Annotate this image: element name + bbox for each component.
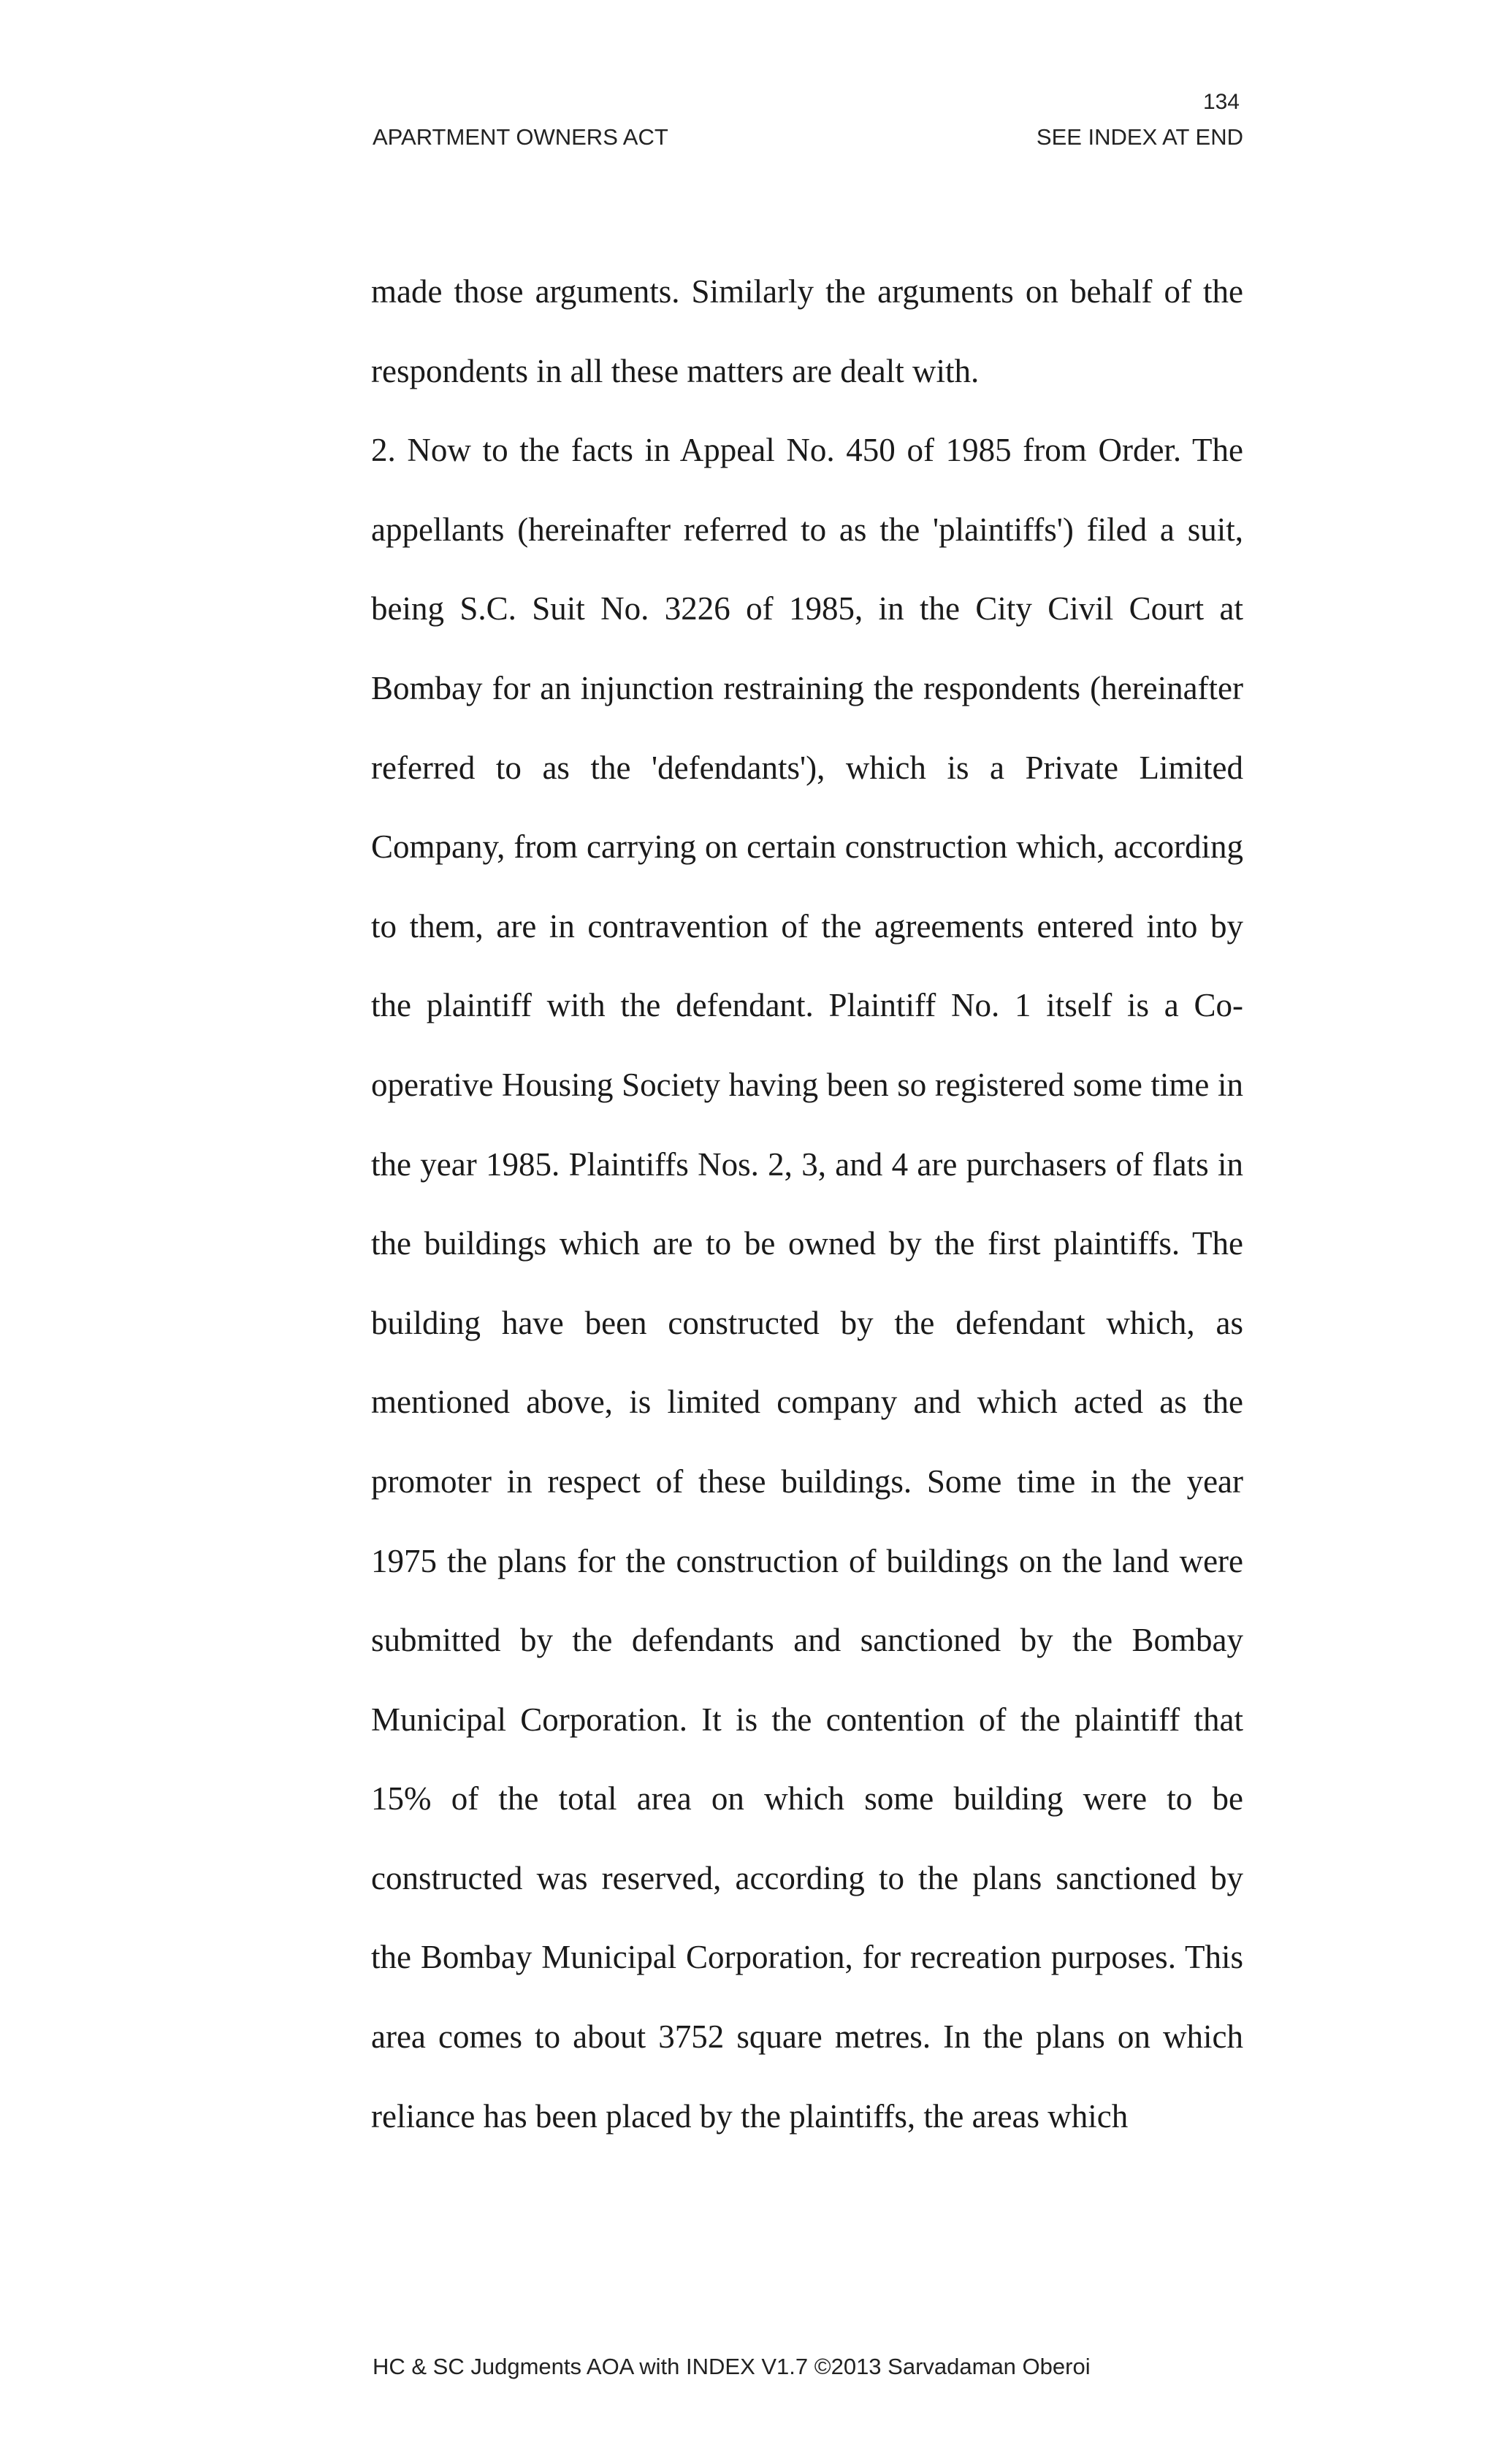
- header-title: APARTMENT OWNERS ACT: [373, 124, 668, 150]
- paragraph: made those arguments. Similarly the arguments on behalf of the respondents in all these matters are dealt with.: [371, 273, 1243, 389]
- paragraph: 2. Now to the facts in Appeal No. 450 of 1985 from Order. The appellants (hereinafter referred to as the 'plaintiffs') filed a suit, being S.C. Suit No. 3226 of 1985, in the City Civil Court at Bombay for an injunction restraining the respondents (hereinafter referred to as the 'defendants'), which is a Private Limited Company, from carrying on certain construction which, according to them, are in contravention of the agreements entered into by the plaintiff with the defendant. Plaintiff No. 1 itself is a Co-operative Housing Society having been so registered some time in the year 1985. Plaintiffs Nos. 2, 3, and 4 are purchasers of flats in the buildings which are to be owned by the first plaintiffs. The building have been constructed by the defendant which, as mentioned above, is limited company and which acted as the promoter in respect of these buildings. Some time in the year 1975 the plans for the construction of buildings on the land were submitted by the defendants and sanctioned by the Bombay Municipal Corporation. It is the contention of the plaintiff that 15% of the total area on which some building were to be constructed was reserved, according to the plans sanctioned by the Bombay Municipal Corporation, for recreation purposes. This area comes to about 3752 square metres. In the plans on which reliance has been placed by the plaintiffs, the areas which: [371, 432, 1243, 2135]
- page-header: [373, 123, 1243, 152]
- judgment-text: [371, 252, 1243, 2156]
- page-number: 134: [1202, 90, 1240, 114]
- page-footer: HC & SC Judgments AOA with INDEX V1.7 ©2013 Sarvadaman Oberoi: [373, 2354, 1091, 2379]
- header-index-note: SEE INDEX AT END: [1036, 124, 1243, 150]
